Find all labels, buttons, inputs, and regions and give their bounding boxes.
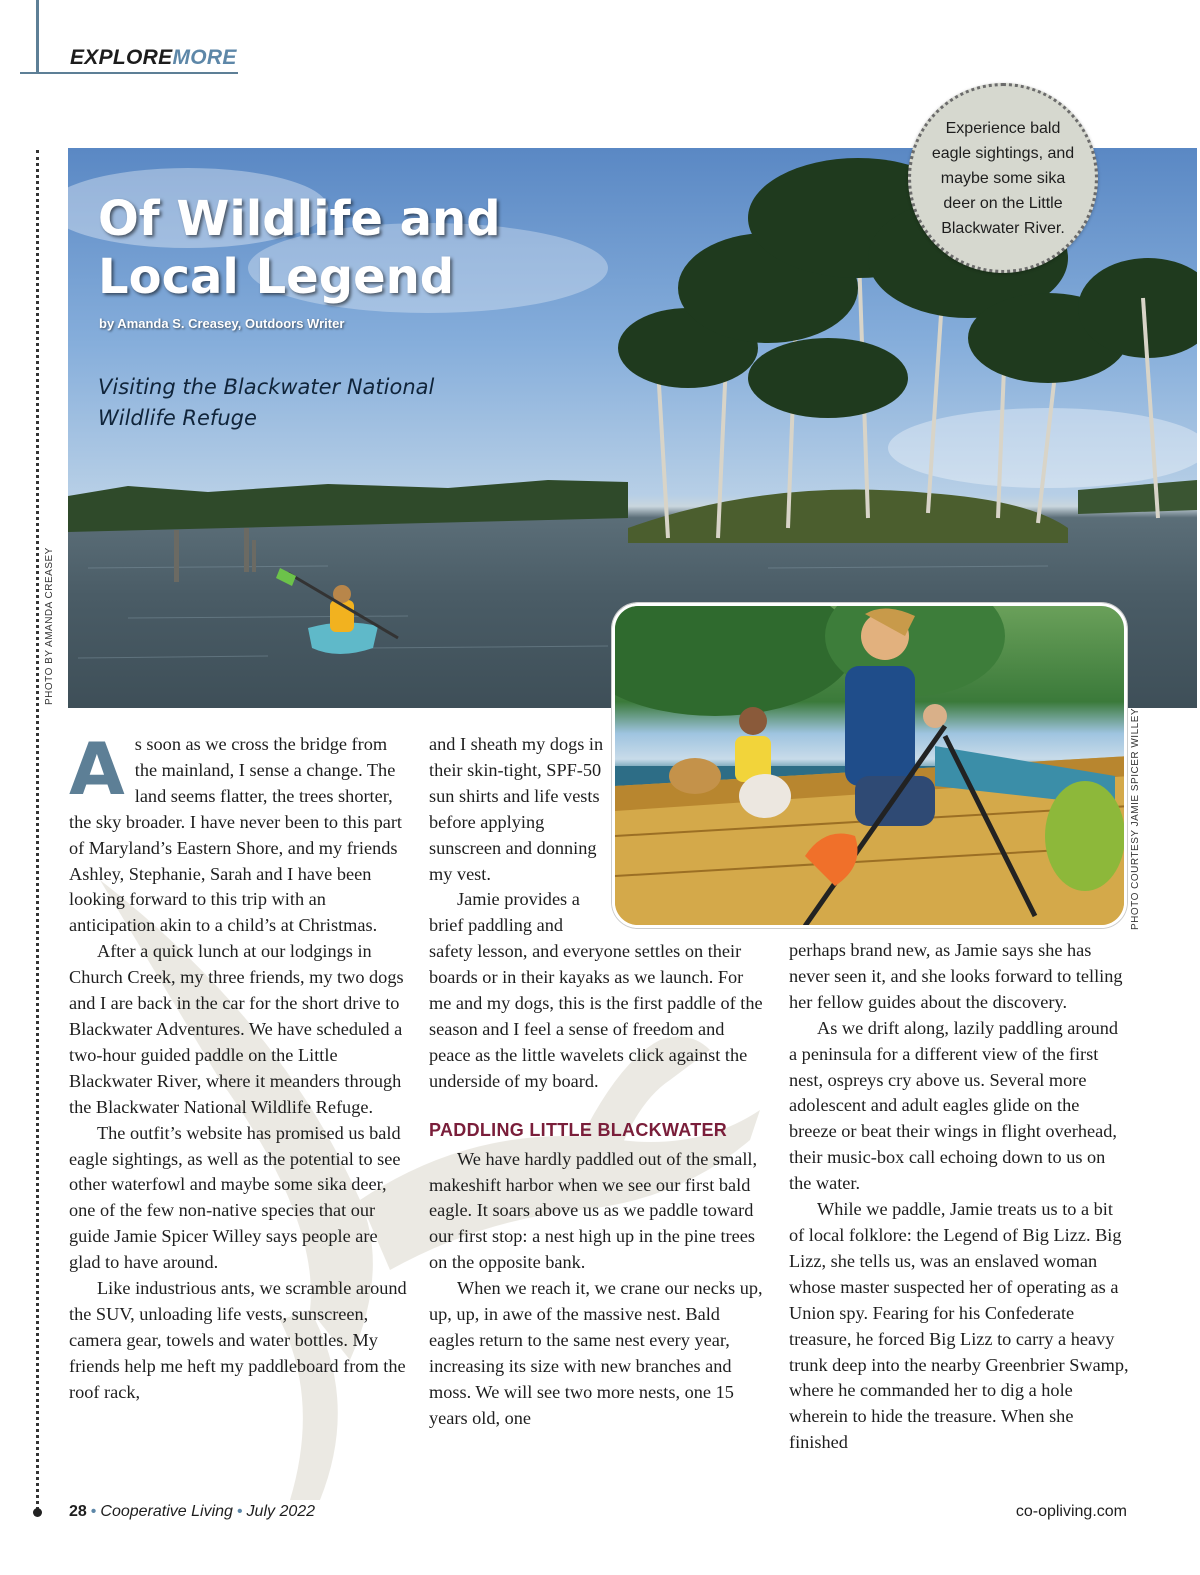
paragraph: Like industrious ants, we scramble around the SUV, unloading life vests, sunscreen, camera gear, towels and water bottles. My friends help me heft my paddleboard from the roof rack, [69, 1278, 407, 1402]
paragraph: and I sheath my dogs in their skin-tight, SPF-50 sun shirts and life vests before applying sunscreen and donning my vest. [429, 734, 604, 884]
paragraph: As we drift along, lazily paddling around a peninsula for a different view of the first nest, ospreys cry above us. Several more adolescent and adult eagles glide on the breeze or beat their wings in flight overhead, their music-box call echoing down to us on the water. [789, 1017, 1119, 1194]
paragraph: While we paddle, Jamie treats us to a bit of local folklore: the Legend of Big Lizz. Big Lizz, she tells us, was an enslaved woman whose master suspected her of operating as a Union spy. Fearing for his Confederate treasure, he forced Big Lizz to carry a heavy trunk deep into the nearby Greenbrier Swamp, where he commanded her to dig a hole wherein to hide the treasure. When she finished [789, 1199, 1129, 1453]
hero-photo-credit: PHOTO BY AMANDA CREASEY [44, 547, 55, 705]
drop-cap: A [69, 727, 125, 811]
magazine-name: Cooperative Living [100, 1503, 233, 1520]
margin-dotted-line [36, 150, 39, 1510]
section-subhead: PADDLING LITTLE BLACKWATER [429, 1119, 728, 1140]
paragraph: When we reach it, we crane our necks up, up, up, in awe of the massive nest. Bald eagles return to the same nest every year, increasing its size with new branches and moss. We will see two more nests, one 15 years old, one [429, 1278, 763, 1428]
header-rule-vertical [36, 0, 39, 74]
paragraph-intro [69, 727, 409, 939]
footer-folio [69, 1503, 315, 1521]
header-rule-horizontal [20, 72, 238, 74]
paragraph: The outfit’s website has promised us bald eagle sightings, as well as the potential to see other waterfowl and maybe some sika deer, one of the few non-native species that our guide Jamie Spicer Willey says people are glad to have around. [69, 1122, 401, 1273]
margin-dot-end [33, 1508, 42, 1517]
bullet-separator: • [90, 1503, 97, 1520]
body-column-2 [429, 732, 769, 1432]
article-byline: by Amanda S. Creasey, Outdoors Writer [99, 316, 345, 331]
paragraph: After a quick lunch at our lodgings in Church Creek, my three friends, my two dogs and I are back in the car for the short drive to Blackwater Adventures. We have scheduled a two-hour guided paddle on the Little Blackwater River, where it meanders through the Blackwater National Wildlife Refuge. [69, 941, 404, 1117]
section-tag [70, 46, 237, 70]
paragraph-continued: safety lesson, and everyone settles on their boards or in their kayaks as we launch. For me and my dogs, this is the first paddle of the season and I feel a sense of freedom and peace as the little wavelets click against the underside of my board. [429, 941, 763, 1091]
inset-photo-credit: PHOTO COURTESY JAMIE SPICER WILLEY [1130, 707, 1141, 930]
page-number: 28 [69, 1503, 87, 1520]
footer-website[interactable]: co-opliving.com [1015, 1503, 1127, 1520]
callout-text: Experience bald eagle sightings, and maybe some sika deer on the Little Blackwater River. [931, 119, 1075, 237]
callout-bubble [908, 83, 1098, 273]
paragraph: Jamie provides a brief paddling and [429, 889, 580, 936]
section-tag-word1: EXPLORE [70, 46, 173, 69]
body-column-3 [789, 938, 1129, 1456]
section-tag-word2: MORE [172, 46, 237, 69]
paragraph-continued: perhaps brand new, as Jamie says she has never seen it, and she looks forward to telling her fellow guides about the discovery. [789, 940, 1123, 1012]
bullet-separator: • [236, 1503, 243, 1520]
paragraph: We have hardly paddled out of the small, makeshift harbor when we see our first bald eagle. It soars above us as we paddle toward our first stop: a nest high up in the pine trees on the opposite bank. [429, 1148, 758, 1273]
body-column-1 [69, 727, 409, 1406]
article-subtitle: Visiting the Blackwater National Wildlife Refuge [98, 375, 435, 430]
article-title: Of Wildlife and Local Legend [98, 191, 501, 305]
issue-date: July 2022 [246, 1503, 316, 1520]
paragraph-intro-text: s soon as we cross the bridge from the mainland, I sense a change. The land seems flatter, the trees shorter, the sky broader. I have never been to this part of Maryland’s Eastern Shore, and my friends Ashley, Stephanie, Sarah and I have been looking forward to this trip with an anticipation akin to a child’s at Christmas. [69, 734, 403, 936]
